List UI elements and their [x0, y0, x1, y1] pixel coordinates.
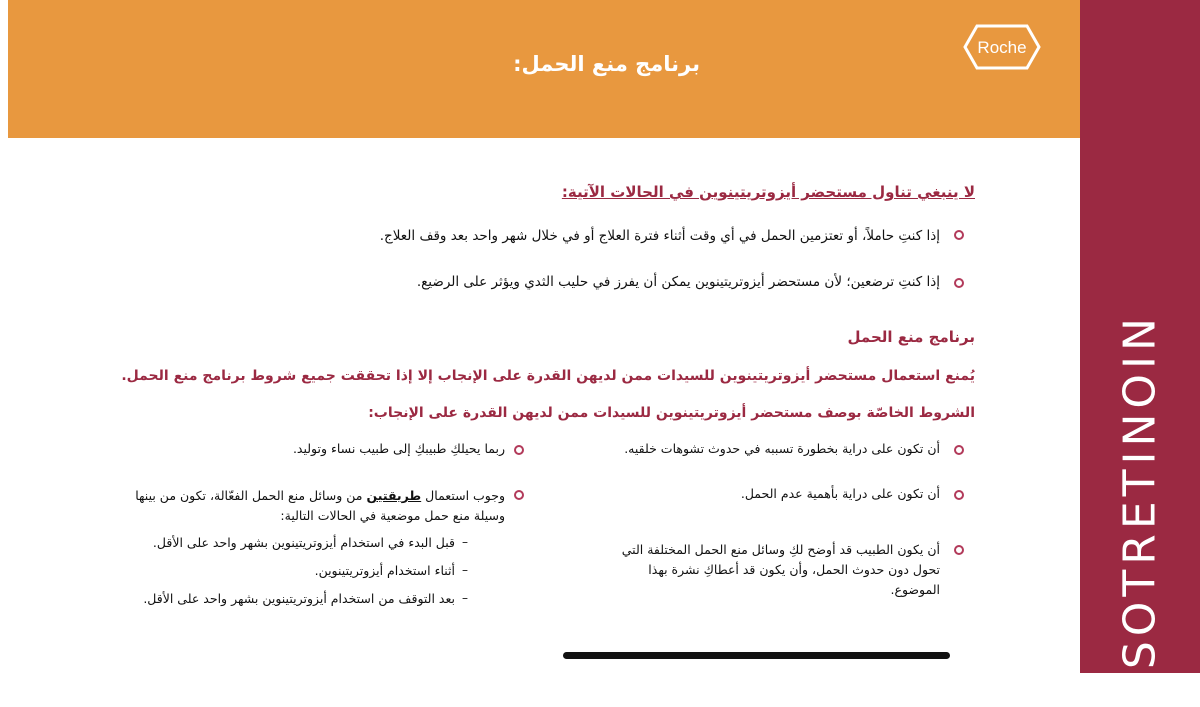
left-item-2-emphasis: طريقتين — [366, 488, 422, 503]
section1-heading: لا ينبغي تناول مستحضر أيزوتريتينوين في الحالات الآتية: — [561, 183, 975, 201]
left-item-2-prefix: وجوب استعمال — [425, 488, 505, 503]
bullet-icon — [514, 490, 524, 500]
section1-item-2: إذا كنتِ ترضعين؛ لأن مستحضر أيزوتريتينوين يمكن أن يفرز في حليب الثدي ويؤثر على الرضيع. — [416, 274, 940, 290]
dash-bullet: – — [462, 563, 468, 577]
sub-item-1: قبل البدء في استخدام أيزوتريتينوين بشهر واحد على الأقل. — [152, 535, 455, 550]
sub-item-2: أثناء استخدام أيزوتريتينوين. — [314, 563, 455, 578]
section2-warning: يُمنع استعمال مستحضر أيزوتريتينوين للسيدات ممن لديهن القدرة على الإنجاب إلا إذا تحققت جميع شروط برنامج منع الحمل. — [121, 368, 975, 384]
bullet-icon — [954, 230, 964, 240]
left-item-2-suffix: من وسائل منع الحمل الفعّالة، تكون من بينها وسيلة منع حمل موضعية في الحالات التالية: — [135, 488, 505, 523]
brand-vertical-text: |ISOTRETINOIN — [1114, 313, 1166, 707]
dash-bullet: – — [462, 591, 468, 605]
bullet-icon — [954, 490, 964, 500]
section2-heading: برنامج منع الحمل — [847, 328, 975, 346]
bullet-icon — [514, 445, 524, 455]
right-item-1: أن تكون على دراية بخطورة تسببه في حدوث تشوهات خلقيه. — [624, 441, 940, 456]
right-item-2: أن تكون على دراية بأهمية عدم الحمل. — [740, 486, 940, 501]
logo-text: Roche — [977, 38, 1027, 57]
bullet-icon — [954, 278, 964, 288]
conditions-heading: الشروط الخاصّة بوصف مستحضر أيزوتريتينوين للسيدات ممن لديهن القدرة على الإنجاب: — [368, 405, 975, 421]
bullet-icon — [954, 545, 964, 555]
roche-logo — [963, 22, 1041, 72]
left-item-1: ربما يحيلكِ طبيبكِ إلى طبيب نساء وتوليد. — [292, 441, 505, 456]
right-item-3: أن يكون الطبيب قد أوضح لكِ وسائل منع الحمل المختلفة التي تحول دون حدوث الحمل، وأن يكون قد أعطاكِ نشرة بهذا الموضوع. — [621, 542, 940, 597]
left-edge — [0, 0, 8, 673]
dash-bullet: – — [462, 535, 468, 549]
section1-item-1: إذا كنتِ حاملاً، أو تعتزمين الحمل في أي وقت أثناء فترة العلاج أو في خلال شهر واحد بعد وقف العلاج. — [379, 228, 940, 244]
page-title: برنامج منع الحمل: — [513, 52, 700, 76]
left-item-2 — [105, 486, 505, 526]
sub-item-3: بعد التوقف من استخدام أيزوتريتينوين بشهر واحد على الأقل. — [143, 591, 455, 606]
bullet-icon — [954, 445, 964, 455]
brand-text: ISOTRETINOIN — [1114, 313, 1166, 688]
home-indicator-bar[interactable] — [563, 652, 950, 659]
